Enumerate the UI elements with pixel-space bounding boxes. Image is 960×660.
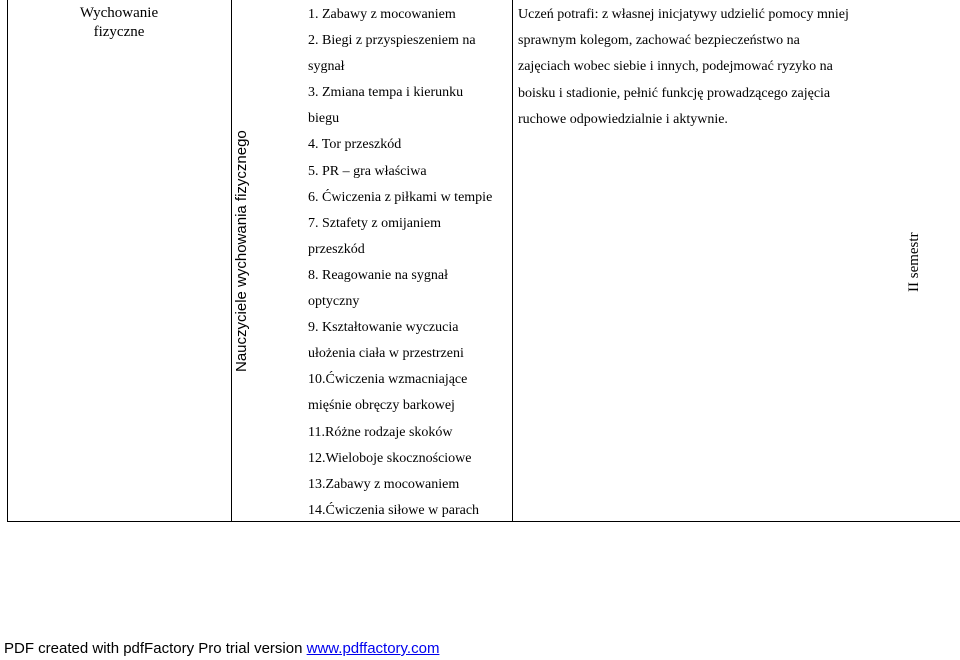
subject-line-2: fizyczne <box>93 24 145 40</box>
topic-line: optyczny <box>308 294 360 310</box>
semester-cell <box>900 220 930 300</box>
topic-line: 4. Tor przeszkód <box>308 137 402 153</box>
topic-line: przeszkód <box>308 241 365 257</box>
outcome-line: sprawnym kolegom, zachować bezpieczeństwo na <box>518 33 800 49</box>
footer-text: PDF created with pdfFactory Pro trial version <box>4 640 307 657</box>
subject-line-1: Wychowanie <box>79 5 159 21</box>
topic-line: 10.Ćwiczenia wzmacniające <box>308 372 468 388</box>
outcome-line: zajęciach wobec siebie i innych, podejmować ryzyko na <box>518 59 833 75</box>
outcome-line: ruchowe odpowiedzialnie i aktywnie. <box>518 111 728 127</box>
topic-line: biegu <box>308 111 340 127</box>
topic-line: ułożenia ciała w przestrzeni <box>308 346 464 362</box>
topic-line: 6. Ćwiczenia z piłkami w tempie <box>308 189 493 205</box>
topic-line: 12.Wieloboje skocznościowe <box>308 450 472 466</box>
teacher-cell <box>232 130 254 380</box>
topics-list <box>308 2 513 524</box>
outcomes-text <box>518 2 893 133</box>
topic-line: sygnał <box>308 59 345 75</box>
pdf-footer <box>4 640 439 657</box>
topic-line: 2. Biegi z przyspieszeniem na <box>308 33 476 49</box>
topic-line: 7. Sztafety z omijaniem <box>308 215 441 231</box>
topic-line: 3. Zmiana tempa i kierunku <box>308 85 464 101</box>
outcome-line: Uczeń potrafi: z własnej inicjatywy udzielić pomocy mniej <box>518 7 849 22</box>
footer-link[interactable]: www.pdffactory.com <box>306 640 440 657</box>
topic-line: 5. PR – gra właściwa <box>308 163 427 179</box>
outcome-line: boisku i stadionie, pełnić funkcję prowadzącego zajęcia <box>518 85 831 101</box>
topic-line: 14.Ćwiczenia siłowe w parach <box>308 502 480 518</box>
teacher-label: Nauczyciele wychowania fizycznego <box>233 130 250 372</box>
topic-line: mięśnie obręczy barkowej <box>308 398 455 414</box>
topic-line: 11.Różne rodzaje skoków <box>308 424 453 440</box>
topic-line: 8. Reagowanie na sygnał <box>308 267 448 283</box>
topic-line: 9. Kształtowanie wyczucia <box>308 320 459 336</box>
topic-line: 1. Zabawy z mocowaniem <box>308 7 456 22</box>
topic-line: 13.Zabawy z mocowaniem <box>308 476 460 492</box>
semester-label: II semestr <box>906 232 922 292</box>
subject-cell <box>8 0 230 522</box>
